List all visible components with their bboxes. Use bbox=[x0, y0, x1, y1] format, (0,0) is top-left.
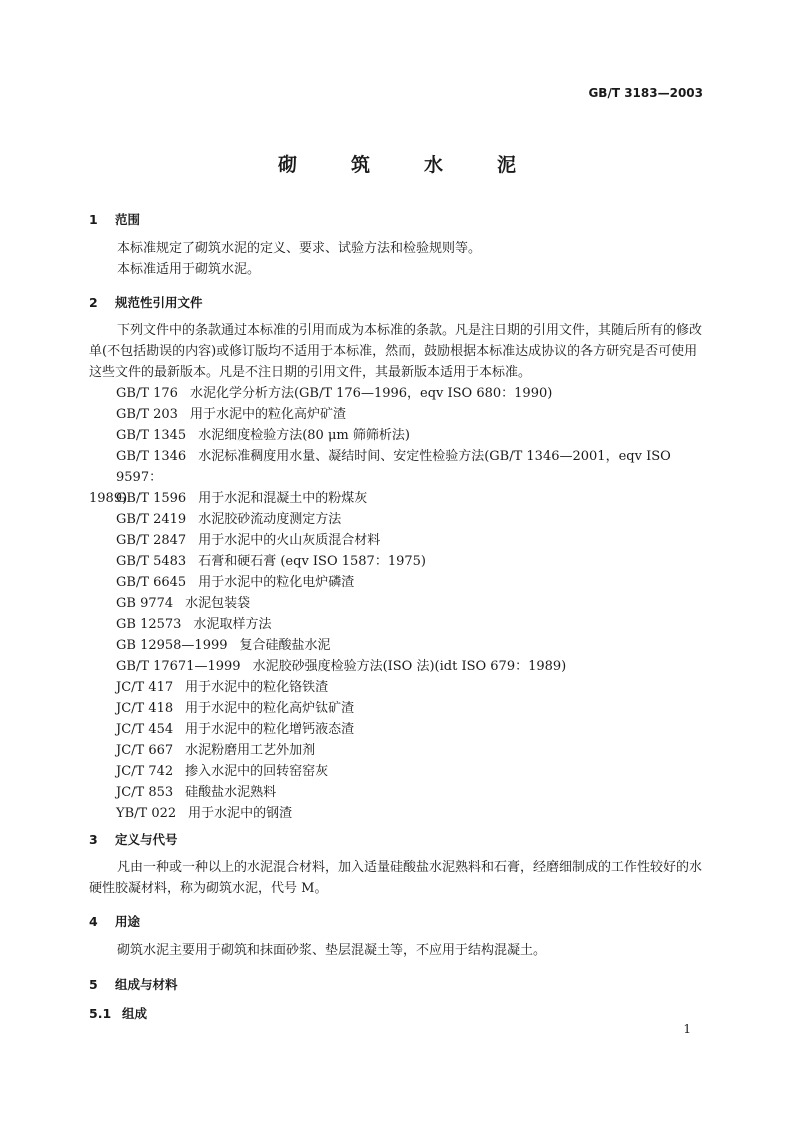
ref-title: 用于水泥和混凝土中的粉煤灰 bbox=[198, 491, 368, 506]
ref-item bbox=[116, 782, 276, 803]
section-number: 4 bbox=[89, 914, 98, 929]
ref-item bbox=[116, 509, 341, 530]
ref-code: GB/T 176 bbox=[116, 386, 178, 401]
ref-code: GB/T 1346 bbox=[116, 449, 187, 464]
ref-item bbox=[116, 698, 354, 719]
ref-title: 水泥取样方法 bbox=[193, 617, 272, 632]
ref-item bbox=[116, 614, 271, 635]
ref-code: JC/T 742 bbox=[116, 764, 174, 779]
ref-code: GB/T 6645 bbox=[116, 575, 187, 590]
ref-code: JC/T 853 bbox=[116, 785, 174, 800]
ref-item bbox=[116, 719, 354, 740]
section-4-heading bbox=[89, 912, 140, 930]
title-char: 筑 bbox=[350, 154, 370, 176]
section-2-intro: 下列文件中的条款通过本标准的引用而成为本标准的条款。凡是注日期的引用文件，其随后所有的修改单(不包括勘误的内容)或修订版均不适用于本标准，然而，鼓励根据本标准达成协议的各方研究是否可使用这些文件的最新版本。凡是不注日期的引用文件，其最新版本适用于本标准。 bbox=[89, 323, 703, 380]
section-number: 5.1 bbox=[89, 1006, 112, 1021]
ref-code: GB/T 2419 bbox=[116, 512, 187, 527]
ref-code: GB/T 17671—1999 bbox=[116, 659, 241, 674]
ref-title: 硅酸盐水泥熟料 bbox=[185, 785, 277, 800]
ref-item bbox=[116, 593, 250, 614]
section-title: 组成与材料 bbox=[115, 977, 178, 992]
ref-item bbox=[116, 383, 552, 404]
ref-title: 掺入水泥中的回转窑窑灰 bbox=[185, 764, 329, 779]
ref-item bbox=[116, 635, 331, 656]
ref-code: GB/T 1345 bbox=[116, 428, 187, 443]
section-number: 2 bbox=[89, 295, 98, 310]
ref-title: 水泥胶砂流动度测定方法 bbox=[198, 512, 342, 527]
title-char: 水 bbox=[424, 154, 444, 176]
ref-code: GB 12573 bbox=[116, 617, 182, 632]
standard-code: GB/T 3183—2003 bbox=[588, 86, 703, 100]
section-title: 范围 bbox=[115, 212, 141, 227]
ref-title: 水泥粉磨用工艺外加剂 bbox=[185, 743, 316, 758]
ref-title: 水泥标准稠度用水量、凝结时间、安定性检验方法(GB/T 1346—2001，eqv ISO 9597： bbox=[116, 449, 671, 485]
ref-title: 复合硅酸盐水泥 bbox=[239, 638, 331, 653]
ref-title: 用于水泥中的粒化增钙液态渣 bbox=[185, 722, 355, 737]
section-3-heading bbox=[89, 830, 178, 848]
ref-item bbox=[116, 425, 410, 446]
ref-item bbox=[116, 404, 346, 425]
section-title: 定义与代号 bbox=[115, 832, 178, 847]
ref-title: 用于水泥中的粒化高炉矿渣 bbox=[189, 407, 346, 422]
section-1-para-2: 本标准适用于砌筑水泥。 bbox=[117, 262, 261, 277]
section-3-para: 凡由一种或一种以上的水泥混合材料，加入适量硅酸盐水泥熟料和石膏，经磨细制成的工作性较好的水硬性胶凝材料，称为砌筑水泥，代号 M。 bbox=[89, 860, 703, 896]
ref-code: JC/T 667 bbox=[116, 743, 174, 758]
ref-item bbox=[116, 740, 315, 761]
ref-item bbox=[116, 656, 566, 677]
section-4-para: 砌筑水泥主要用于砌筑和抹面砂浆、垫层混凝土等，不应用于结构混凝土。 bbox=[117, 943, 547, 958]
section-title: 规范性引用文件 bbox=[115, 295, 203, 310]
ref-code: GB 12958—1999 bbox=[116, 638, 228, 653]
section-number: 1 bbox=[89, 212, 98, 227]
section-1-heading bbox=[89, 210, 140, 228]
ref-title: 水泥胶砂强度检验方法(ISO 法)(idt ISO 679：1989) bbox=[252, 659, 567, 674]
ref-code: GB/T 1596 bbox=[116, 491, 187, 506]
ref-item bbox=[116, 677, 328, 698]
ref-title: 石膏和硬石膏 (eqv ISO 1587：1975) bbox=[198, 554, 426, 569]
ref-title: 用于水泥中的粒化电炉磷渣 bbox=[198, 575, 355, 590]
section-number: 3 bbox=[89, 832, 98, 847]
ref-code: GB/T 2847 bbox=[116, 533, 187, 548]
ref-title: 用于水泥中的粒化高炉钛矿渣 bbox=[185, 701, 355, 716]
section-title: 组成 bbox=[122, 1006, 148, 1021]
ref-item bbox=[116, 761, 328, 782]
section-1-para-1: 本标准规定了砌筑水泥的定义、要求、试验方法和检验规则等。 bbox=[117, 241, 482, 256]
ref-code: JC/T 454 bbox=[116, 722, 174, 737]
ref-title: 水泥化学分析方法(GB/T 176—1996，eqv ISO 680：1990) bbox=[189, 386, 553, 401]
ref-item bbox=[116, 530, 380, 551]
ref-item bbox=[116, 572, 354, 593]
ref-title: 用于水泥中的钢渣 bbox=[188, 806, 293, 821]
ref-title: 水泥细度检验方法(80 μm 筛筛析法) bbox=[198, 428, 410, 443]
ref-title-continuation: 1989) bbox=[89, 491, 128, 506]
ref-item bbox=[116, 488, 367, 509]
section-number: 5 bbox=[89, 977, 98, 992]
section-2-heading bbox=[89, 293, 203, 311]
section-title: 用途 bbox=[115, 914, 141, 929]
ref-title: 用于水泥中的火山灰质混合材料 bbox=[198, 533, 381, 548]
ref-item bbox=[116, 551, 426, 572]
ref-code: JC/T 417 bbox=[116, 680, 174, 695]
page-number: 1 bbox=[683, 1022, 691, 1036]
ref-code: GB/T 203 bbox=[116, 407, 178, 422]
title-char: 泥 bbox=[497, 154, 517, 176]
title-char: 砌 bbox=[277, 154, 297, 176]
ref-code: YB/T 022 bbox=[116, 806, 177, 821]
ref-code: GB 9774 bbox=[116, 596, 174, 611]
ref-item bbox=[116, 803, 292, 824]
ref-title: 水泥包装袋 bbox=[185, 596, 251, 611]
section-5-1-heading bbox=[89, 1004, 147, 1022]
section-5-heading bbox=[89, 975, 178, 993]
ref-code: JC/T 418 bbox=[116, 701, 174, 716]
ref-title: 用于水泥中的粒化铬铁渣 bbox=[185, 680, 329, 695]
ref-code: GB/T 5483 bbox=[116, 554, 187, 569]
page-title bbox=[0, 150, 794, 177]
